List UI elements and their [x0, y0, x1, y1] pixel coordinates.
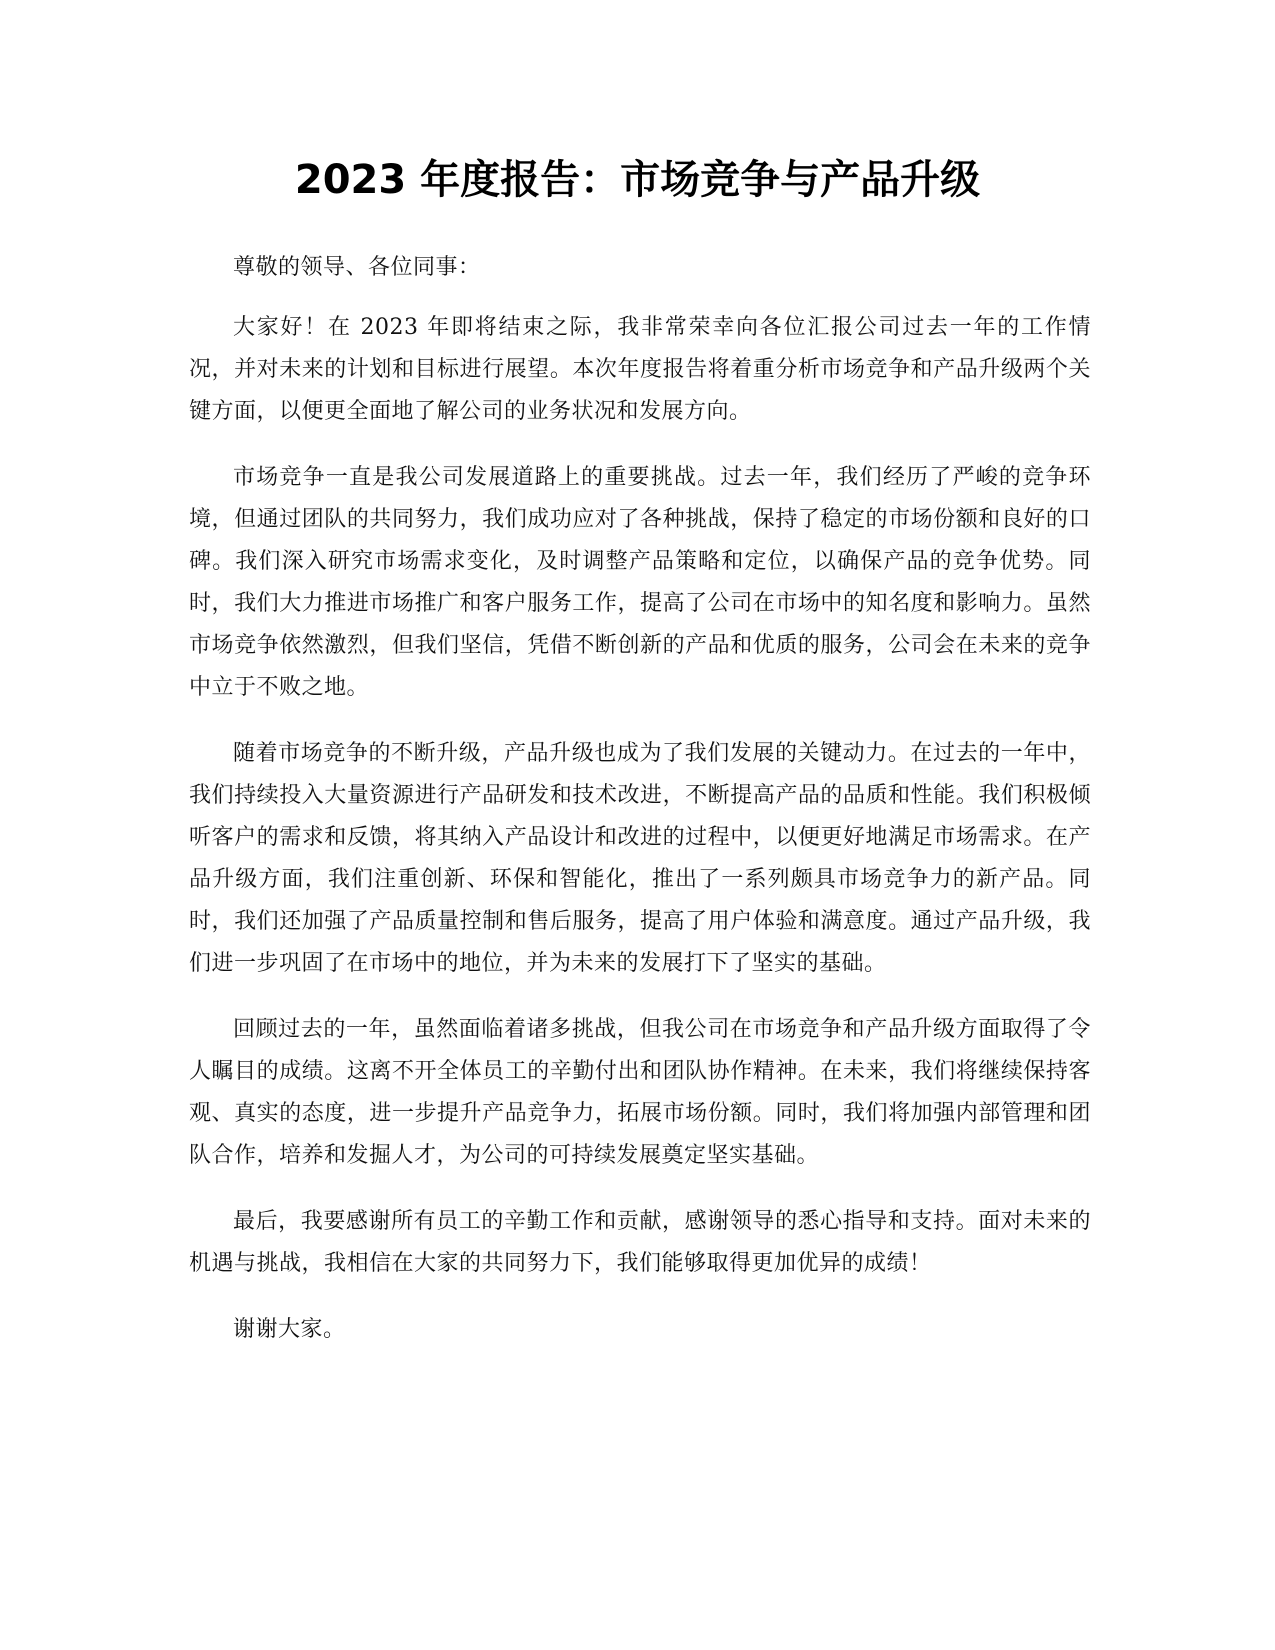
paragraph-review: 回顾过去的一年，虽然面临着诸多挑战，但我公司在市场竞争和产品升级方面取得了令人瞩目的成绩。这离不开全体员工的辛勤付出和团队协作精神。在未来，我们将继续保持客观、真实的态度，进一步提升产品竞争力，拓展市场份额。同时，我们将加强内部管理和团队合作，培养和发掘人才，为公司的可持续发展奠定坚实基础。 — [189, 1017, 1091, 1168]
paragraph-closing: 谢谢大家。 — [233, 1317, 346, 1342]
paragraph-thanks: 最后，我要感谢所有员工的辛勤工作和贡献，感谢领导的悉心指导和支持。面对未来的机遇与挑战，我相信在大家的共同努力下，我们能够取得更加优异的成绩！ — [189, 1209, 1091, 1276]
document-body — [189, 247, 1091, 1375]
paragraph-product-upgrade: 随着市场竞争的不断升级，产品升级也成为了我们发展的关键动力。在过去的一年中，我们持续投入大量资源进行产品研发和技术改进，不断提高产品的品质和性能。我们积极倾听客户的需求和反馈，将其纳入产品设计和改进的过程中，以便更好地满足市场需求。在产品升级方面，我们注重创新、环保和智能化，推出了一系列颇具市场竞争力的新产品。同时，我们还加强了产品质量控制和售后服务，提高了用户体验和满意度。通过产品升级，我们进一步巩固了在市场中的地位，并为未来的发展打下了坚实的基础。 — [189, 741, 1091, 976]
document-title: 2023 年度报告：市场竞争与产品升级 — [294, 157, 981, 203]
paragraph-salutation: 尊敬的领导、各位同事： — [233, 255, 481, 280]
paragraph-market-competition: 市场竞争一直是我公司发展道路上的重要挑战。过去一年，我们经历了严峻的竞争环境，但通过团队的共同努力，我们成功应对了各种挑战，保持了稳定的市场份额和良好的口碑。我们深入研究市场需求变化，及时调整产品策略和定位，以确保产品的竞争优势。同时，我们大力推进市场推广和客户服务工作，提高了公司在市场中的知名度和影响力。虽然市场竞争依然激烈，但我们坚信，凭借不断创新的产品和优质的服务，公司会在未来的竞争中立于不败之地。 — [189, 465, 1091, 700]
paragraph-greeting: 大家好！在 2023 年即将结束之际，我非常荣幸向各位汇报公司过去一年的工作情况，并对未来的计划和目标进行展望。本次年度报告将着重分析市场竞争和产品升级两个关键方面，以便更全面地了解公司的业务状况和发展方向。 — [189, 315, 1091, 424]
